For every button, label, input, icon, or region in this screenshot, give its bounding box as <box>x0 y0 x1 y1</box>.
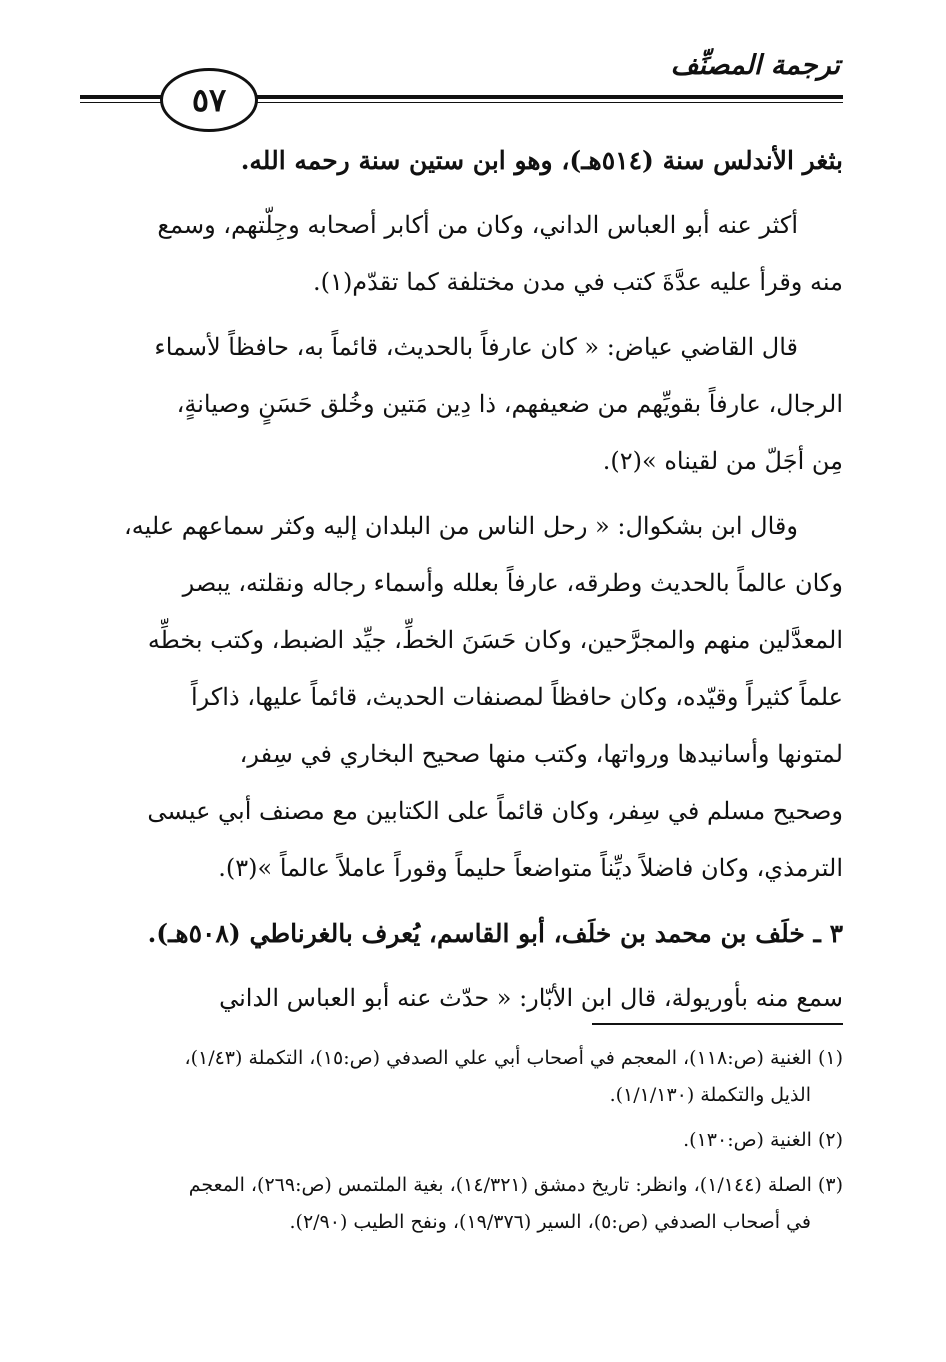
footnote-1-cont: الذيل والتكملة (١/١/١٣٠). <box>609 1084 811 1106</box>
footnote-3: (٣) الصلة (١/١٤٤)، وانظر: تاريخ دمشق (١٤/٣٢١)، بغية الملتمس (ص:٢٦٩)، المعجم <box>188 1174 843 1196</box>
body-line: سمع منه بأوريولة، قال ابن الأبّار: « حدّث عنه أبو العباس الداني <box>219 984 843 1012</box>
body-line: أكثر عنه أبو العباس الداني، وكان من أكابر أصحابه وجِلّتهم، وسمع <box>157 211 798 239</box>
entry-heading: ٣ ـ خلَف بن محمد بن خلَف، أبو القاسم، يُعرف بالغرناطي (٥٠٨هـ). <box>147 919 843 948</box>
body-line: علماً كثيراً وقيّده، وكان حافظاً لمصنفات الحديث، قائماً عليها، ذاكراً <box>190 683 843 711</box>
body-line: بثغر الأندلس سنة (٥١٤هـ)، وهو ابن ستين سنة رحمه الله. <box>240 146 843 175</box>
body-line: مِن أجَلّ من لقيناه »(٢). <box>602 447 843 475</box>
body-line: وكان عالماً بالحديث وطرقه، عارفاً بعلله وأسماء رجاله ونقلته، يبصر <box>182 569 843 597</box>
page-number-oval <box>160 68 258 132</box>
body-line: المعدَّلين منهم والمجرَّحين، وكان حَسَنَ الخطِّ، جيِّد الضبط، وكتب بخطِّه <box>147 626 843 654</box>
footnotes <box>80 1040 843 1249</box>
footnote-3-cont: في أصحاب الصدفي (ص:٥)، السير (١٩/٣٧٦)، ونفح الطيب (٢/٩٠). <box>289 1211 811 1233</box>
body-line: منه وقرأ عليه عدَّةَ كتب في مدن مختلفة كما تقدّم(١). <box>313 268 843 296</box>
body-text <box>80 132 843 1027</box>
body-line: لمتونها وأسانيدها ورواتها، وكتب منها صحيح البخاري في سِفر، <box>239 740 843 768</box>
footnote-1: (١) الغنية (ص:١١٨)، المعجم في أصحاب أبي علي الصدفي (ص:١٥)، التكملة (١/٤٣)، <box>184 1047 843 1069</box>
body-line: وقال ابن بشكوال: « رحل الناس من البلدان إليه وكثر سماعهم عليه، <box>124 512 798 540</box>
body-line: الرجال، عارفاً بقويِّهم من ضعيفهم، ذا دِين مَتين وخُلق حَسَنٍ وصيانةٍ، <box>176 390 843 418</box>
page-number: ٥٧ <box>191 81 227 119</box>
body-line: قال القاضي عياض: « كان عارفاً بالحديث، قائماً به، حافظاً لأسماء <box>154 333 798 361</box>
footnote-2: (٢) الغنية (ص:١٣٠). <box>683 1129 843 1151</box>
running-header-title: ترجمة المصنِّف <box>670 50 840 81</box>
body-line: وصحيح مسلم في سِفر، وكان قائماً على الكتابين مع مصنف أبي عيسى <box>147 797 843 825</box>
body-line: الترمذي، وكان فاضلاً ديِّناً متواضعاً حليماً وقوراً عاملاً عالماً »(٣). <box>218 854 843 882</box>
footnote-separator <box>592 1023 843 1025</box>
